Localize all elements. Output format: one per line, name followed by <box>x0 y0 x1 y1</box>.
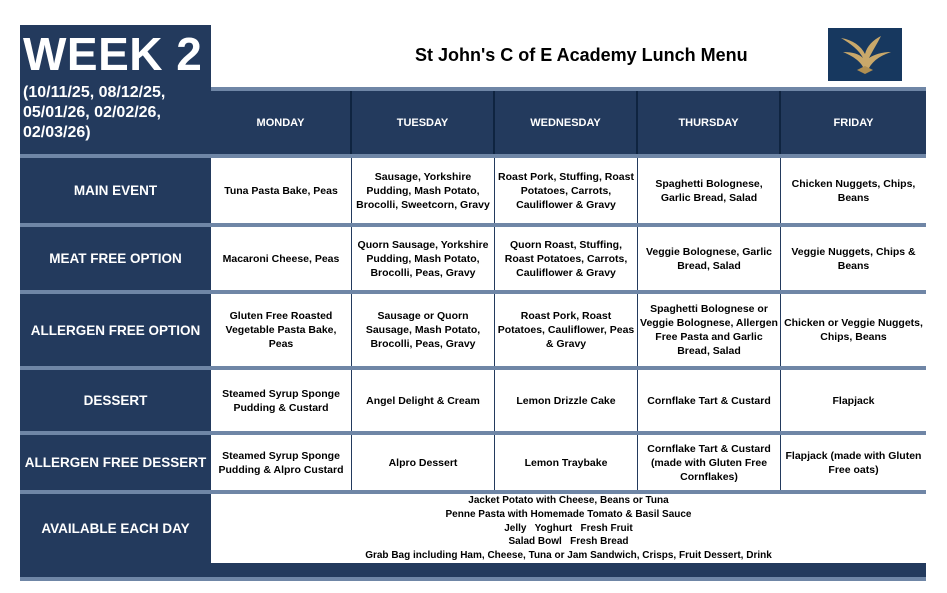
menu-cell: Sausage or Quorn Sausage, Mash Potato, Brocolli, Peas, Gravy <box>352 294 495 366</box>
menu-cell: Roast Pork, Stuffing, Roast Potatoes, Carrots, Cauliflower & Gravy <box>495 158 638 223</box>
footer-bar <box>20 563 926 577</box>
day-header-wednesday: WEDNESDAY <box>495 91 638 154</box>
row-label-meat-free-option: MEAT FREE OPTION <box>20 227 211 290</box>
menu-cell: Steamed Syrup Sponge Pudding & Custard <box>211 370 352 431</box>
menu-cell: Macaroni Cheese, Peas <box>211 227 352 290</box>
week-header <box>20 25 211 154</box>
menu-cell: Flapjack <box>781 370 926 431</box>
eagle-icon <box>835 32 895 78</box>
school-logo <box>828 28 902 81</box>
row-label-available: AVAILABLE EACH DAY <box>20 494 211 563</box>
menu-cell: Gluten Free Roasted Vegetable Pasta Bake, Peas <box>211 294 352 366</box>
menu-cell: Chicken Nuggets, Chips, Beans <box>781 158 926 223</box>
row-label-dessert: DESSERT <box>20 370 211 431</box>
available-item: Grab Bag including Ham, Cheese, Tuna or Jam Sandwich, Crisps, Fruit Dessert, Drink <box>365 550 772 562</box>
menu-cell: Roast Pork, Roast Potatoes, Cauliflower, Peas & Gravy <box>495 294 638 366</box>
menu-cell: Steamed Syrup Sponge Pudding & Alpro Custard <box>211 435 352 490</box>
menu-cell: Tuna Pasta Bake, Peas <box>211 158 352 223</box>
menu-cell: Veggie Nuggets, Chips & Beans <box>781 227 926 290</box>
menu-cell: Cornflake Tart & Custard (made with Gluten Free Cornflakes) <box>638 435 781 490</box>
menu-cell: Lemon Traybake <box>495 435 638 490</box>
menu-cell: Veggie Bolognese, Garlic Bread, Salad <box>638 227 781 290</box>
menu-cell: Quorn Sausage, Yorkshire Pudding, Mash Potato, Brocolli, Peas, Gravy <box>352 227 495 290</box>
day-header-friday: FRIDAY <box>781 91 926 154</box>
lunch-menu-table <box>20 25 926 581</box>
menu-cell: Flapjack (made with Gluten Free oats) <box>781 435 926 490</box>
footer-divider <box>20 577 926 581</box>
day-header-thursday: THURSDAY <box>638 91 781 154</box>
menu-cell: Chicken or Veggie Nuggets, Chips, Beans <box>781 294 926 366</box>
menu-cell: Angel Delight & Cream <box>352 370 495 431</box>
row-label-allergen-free-option: ALLERGEN FREE OPTION <box>20 294 211 366</box>
available-item: Jelly Yoghurt Fresh Fruit <box>504 522 633 534</box>
available-item: Jacket Potato with Cheese, Beans or Tuna <box>468 495 669 507</box>
menu-cell: Spaghetti Bolognese, Garlic Bread, Salad <box>638 158 781 223</box>
menu-cell: Spaghetti Bolognese or Veggie Bolognese, Allergen Free Pasta and Garlic Bread, Salad <box>638 294 781 366</box>
menu-cell: Quorn Roast, Stuffing, Roast Potatoes, Carrots, Cauliflower & Gravy <box>495 227 638 290</box>
menu-cell: Lemon Drizzle Cake <box>495 370 638 431</box>
day-header-monday: MONDAY <box>211 91 352 154</box>
menu-cell: Sausage, Yorkshire Pudding, Mash Potato, Brocolli, Sweetcorn, Gravy <box>352 158 495 223</box>
title-bar <box>211 25 926 87</box>
row-label-allergen-free-dessert: ALLERGEN FREE DESSERT <box>20 435 211 490</box>
available-item: Salad Bowl Fresh Bread <box>508 536 629 548</box>
row-label-main-event: MAIN EVENT <box>20 158 211 223</box>
available-each-day-list <box>211 494 926 563</box>
week-dates: (10/11/25, 08/12/25, 05/01/26, 02/02/26, 02/03/26) <box>23 84 166 141</box>
week-title: WEEK 2 <box>23 28 203 80</box>
menu-cell: Alpro Dessert <box>352 435 495 490</box>
menu-cell: Cornflake Tart & Custard <box>638 370 781 431</box>
available-item: Penne Pasta with Homemade Tomato & Basil Sauce <box>445 508 692 520</box>
day-header-tuesday: TUESDAY <box>352 91 495 154</box>
page-title: St John's C of E Academy Lunch Menu <box>415 45 748 65</box>
